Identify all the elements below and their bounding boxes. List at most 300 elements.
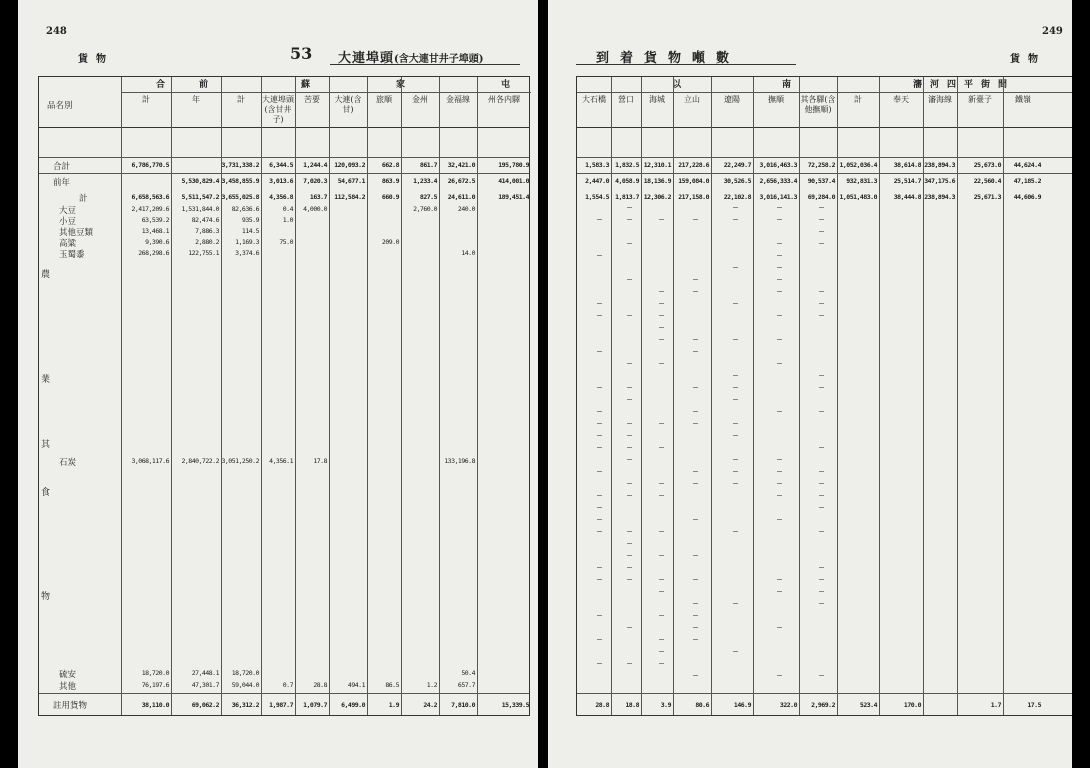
- cell-value: 4,356.8: [269, 193, 293, 201]
- left-data-table: [38, 76, 530, 716]
- cell-value: 322.0: [779, 701, 797, 709]
- cell-value: 414,001.0: [498, 177, 529, 185]
- cell-value: 69,284.0: [807, 193, 835, 201]
- page-number-right: 249: [1042, 26, 1063, 37]
- empty-dash: [693, 555, 698, 556]
- empty-dash: [819, 411, 824, 412]
- empty-dash: [777, 255, 782, 256]
- empty-dash: [659, 303, 664, 304]
- cell-value: 120,093.2: [334, 161, 365, 169]
- empty-dash: [627, 315, 632, 316]
- empty-dash: [693, 603, 698, 604]
- cell-value: 1,051,483.0: [839, 193, 877, 201]
- cell-value: 217,158.0: [678, 193, 709, 201]
- empty-dash: [733, 303, 738, 304]
- row-divider: [577, 157, 1072, 158]
- empty-dash: [819, 207, 824, 208]
- table-number: 53: [290, 44, 313, 63]
- cell-value: 657.7: [457, 681, 475, 689]
- cell-value: 15,339.5: [501, 701, 529, 709]
- empty-dash: [597, 351, 602, 352]
- cell-value: 28.8: [313, 681, 327, 689]
- cell-value: 32,421.0: [447, 161, 475, 169]
- empty-dash: [659, 219, 664, 220]
- empty-dash: [659, 363, 664, 364]
- empty-dash: [733, 387, 738, 388]
- empty-dash: [693, 279, 698, 280]
- row-label: 大豆: [59, 206, 77, 216]
- cell-value: 863.9: [381, 177, 399, 185]
- cell-value: 3,374.6: [235, 249, 259, 257]
- empty-dash: [819, 471, 824, 472]
- cell-value: 1.9: [388, 701, 399, 709]
- empty-dash: [777, 579, 782, 580]
- cell-value: 24.2: [423, 701, 437, 709]
- col-header: 奉天: [893, 95, 909, 104]
- empty-dash: [627, 447, 632, 448]
- empty-dash: [733, 459, 738, 460]
- empty-dash: [733, 339, 738, 340]
- cell-value: 827.5: [419, 193, 437, 201]
- cell-value: 4,058.9: [615, 177, 639, 185]
- empty-dash: [597, 495, 602, 496]
- empty-dash: [659, 291, 664, 292]
- col-header: 計: [854, 95, 862, 104]
- cell-value: 54,677.1: [337, 177, 365, 185]
- empty-dash: [659, 591, 664, 592]
- cell-value: 146.9: [733, 701, 751, 709]
- empty-dash: [659, 447, 664, 448]
- empty-dash: [733, 219, 738, 220]
- right-data-table: [576, 76, 1072, 716]
- empty-dash: [597, 639, 602, 640]
- col-header: 旅順: [376, 95, 392, 104]
- empty-dash: [733, 267, 738, 268]
- empty-dash: [597, 423, 602, 424]
- empty-dash: [733, 483, 738, 484]
- col-header: 苦要: [304, 95, 320, 104]
- cell-value: 25,514.7: [893, 177, 921, 185]
- cell-value: 1,233.4: [413, 177, 437, 185]
- empty-dash: [659, 495, 664, 496]
- empty-dash: [819, 243, 824, 244]
- left-page: [18, 0, 538, 768]
- empty-dash: [777, 411, 782, 412]
- empty-dash: [659, 663, 664, 664]
- col-header: 營口: [618, 95, 634, 104]
- empty-dash: [777, 519, 782, 520]
- cell-value: 494.1: [347, 681, 365, 689]
- cell-value: 3,655,025.8: [221, 193, 259, 201]
- empty-dash: [597, 387, 602, 388]
- row-divider: [577, 173, 1072, 174]
- row-divider: [39, 157, 529, 158]
- cell-value: 6,499.0: [341, 701, 365, 709]
- empty-dash: [693, 615, 698, 616]
- empty-dash: [777, 363, 782, 364]
- empty-dash: [659, 651, 664, 652]
- empty-dash: [693, 639, 698, 640]
- cell-value: 13,468.1: [141, 227, 169, 235]
- cell-value: 7,810.0: [451, 701, 475, 709]
- cell-value: 195,780.9: [498, 161, 529, 169]
- empty-dash: [627, 495, 632, 496]
- col-header: 州各内驛: [488, 95, 520, 104]
- empty-dash: [597, 435, 602, 436]
- row-label: 石炭: [59, 458, 77, 468]
- col-header: 其各驛(含他撫順): [800, 95, 836, 114]
- cell-value: 2,656,333.4: [759, 177, 797, 185]
- empty-dash: [627, 663, 632, 664]
- cell-value: 7,020.3: [303, 177, 327, 185]
- empty-dash: [693, 483, 698, 484]
- empty-dash: [819, 375, 824, 376]
- empty-dash: [627, 531, 632, 532]
- cell-value: 7,886.3: [195, 227, 219, 235]
- col-header: 大連(含甘): [334, 95, 362, 114]
- cell-value: 6,344.5: [269, 161, 293, 169]
- cell-value: 25,671.3: [973, 193, 1001, 201]
- empty-dash: [819, 603, 824, 604]
- empty-dash: [693, 627, 698, 628]
- empty-dash: [819, 483, 824, 484]
- empty-dash: [777, 675, 782, 676]
- cell-value: 347,175.6: [924, 177, 955, 185]
- col-header: 大石橋: [582, 95, 606, 104]
- cell-value: 3,051,250.2: [221, 457, 259, 465]
- empty-dash: [597, 447, 602, 448]
- row-label: 玉蜀黍: [59, 250, 85, 260]
- empty-dash: [777, 291, 782, 292]
- empty-dash: [693, 579, 698, 580]
- cell-value: 18,720.0: [231, 669, 259, 677]
- section-label-left: 貨物: [78, 54, 114, 65]
- empty-dash: [777, 483, 782, 484]
- cell-value: 2,840,722.2: [181, 457, 219, 465]
- right-page: [548, 0, 1072, 768]
- empty-dash: [597, 615, 602, 616]
- cell-value: 1,052,036.4: [839, 161, 877, 169]
- empty-dash: [597, 471, 602, 472]
- empty-dash: [819, 531, 824, 532]
- empty-dash: [777, 591, 782, 592]
- group-header-line: 瀋河四平街間: [873, 77, 1072, 93]
- empty-dash: [627, 363, 632, 364]
- cell-value: 660.9: [381, 193, 399, 201]
- row-label: 硫安: [59, 670, 77, 680]
- cell-value: 523.4: [859, 701, 877, 709]
- cell-value: 2,417,209.6: [131, 205, 169, 213]
- cell-value: 170.0: [903, 701, 921, 709]
- cell-value: 38,614.8: [893, 161, 921, 169]
- empty-dash: [733, 471, 738, 472]
- row-divider: [39, 173, 529, 174]
- empty-dash: [627, 627, 632, 628]
- empty-dash: [819, 591, 824, 592]
- cell-value: 47,301.7: [191, 681, 219, 689]
- cell-value: 18,720.0: [141, 669, 169, 677]
- side-label: 業: [41, 375, 51, 385]
- cell-value: 22,249.7: [723, 161, 751, 169]
- page-number-left: 248: [46, 26, 67, 37]
- cell-value: 1,244.4: [303, 161, 327, 169]
- cell-value: 44,606.9: [1013, 193, 1041, 201]
- cell-value: 1,531,844.0: [181, 205, 219, 213]
- col-header: 大連埠頭(含甘井子): [262, 95, 294, 124]
- cell-value: 27,448.1: [191, 669, 219, 677]
- empty-dash: [693, 351, 698, 352]
- cell-value: 63,539.2: [141, 216, 169, 224]
- col-header: 海城: [649, 95, 665, 104]
- cell-value: 3,068,117.6: [131, 457, 169, 465]
- empty-dash: [597, 579, 602, 580]
- empty-dash: [627, 399, 632, 400]
- empty-dash: [819, 303, 824, 304]
- empty-dash: [777, 471, 782, 472]
- cell-value: 22,102.8: [723, 193, 751, 201]
- side-label: 食: [41, 488, 51, 498]
- empty-dash: [777, 339, 782, 340]
- cell-value: 22,560.4: [973, 177, 1001, 185]
- cell-value: 3,016,463.3: [759, 161, 797, 169]
- empty-dash: [659, 579, 664, 580]
- cell-value: 2,969.2: [811, 701, 835, 709]
- empty-dash: [693, 423, 698, 424]
- empty-dash: [659, 327, 664, 328]
- empty-dash: [819, 387, 824, 388]
- empty-dash: [659, 615, 664, 616]
- empty-dash: [627, 483, 632, 484]
- cell-value: 80.6: [695, 701, 709, 709]
- empty-dash: [693, 519, 698, 520]
- cell-value: 2,447.0: [585, 177, 609, 185]
- cell-value: 163.7: [309, 193, 327, 201]
- col-header: 立山: [684, 95, 700, 104]
- cell-value: 662.8: [381, 161, 399, 169]
- cell-value: 4,356.1: [269, 457, 293, 465]
- cell-value: 112,584.2: [334, 193, 365, 201]
- side-label: 農: [41, 270, 51, 280]
- cell-value: 1.2: [426, 681, 437, 689]
- cell-value: 69,062.2: [191, 701, 219, 709]
- empty-dash: [627, 567, 632, 568]
- cell-value: 1,169.3: [235, 238, 259, 246]
- empty-dash: [627, 423, 632, 424]
- cell-value: 44,624.4: [1013, 161, 1041, 169]
- empty-dash: [627, 279, 632, 280]
- cell-value: 122,755.1: [188, 249, 219, 257]
- empty-dash: [627, 543, 632, 544]
- empty-dash: [627, 459, 632, 460]
- empty-dash: [627, 579, 632, 580]
- cell-value: 36,312.2: [231, 701, 259, 709]
- empty-dash: [693, 411, 698, 412]
- row-divider: [39, 693, 529, 694]
- cell-value: 12,306.2: [643, 193, 671, 201]
- empty-dash: [733, 531, 738, 532]
- empty-dash: [597, 507, 602, 508]
- cell-value: 1.7: [990, 701, 1001, 709]
- empty-dash: [819, 507, 824, 508]
- cell-value: 75.0: [279, 238, 293, 246]
- empty-dash: [597, 567, 602, 568]
- empty-dash: [597, 255, 602, 256]
- row-label: 其他豆類: [59, 228, 94, 238]
- side-label: 其: [41, 440, 51, 450]
- cell-value: 3,013.6: [269, 177, 293, 185]
- empty-dash: [819, 495, 824, 496]
- cell-value: 0.7: [282, 681, 293, 689]
- empty-dash: [693, 471, 698, 472]
- group-header-manchuria: 蘇 家 屯: [221, 77, 531, 93]
- empty-dash: [627, 435, 632, 436]
- empty-dash: [819, 675, 824, 676]
- cell-value: 14.0: [461, 249, 475, 257]
- cell-value: 3,016,141.3: [759, 193, 797, 201]
- row-label: 合計: [53, 162, 71, 172]
- cell-value: 76,197.6: [141, 681, 169, 689]
- empty-dash: [659, 315, 664, 316]
- cell-value: 2,880.2: [195, 238, 219, 246]
- cell-value: 9,390.6: [145, 238, 169, 246]
- empty-dash: [693, 675, 698, 676]
- cell-value: 209.0: [381, 238, 399, 246]
- empty-dash: [733, 603, 738, 604]
- title-underline: [330, 64, 520, 65]
- col-header: 年: [192, 95, 200, 104]
- col-header: 金州: [412, 95, 428, 104]
- col-header: 新臺子: [968, 95, 992, 104]
- row-label: 其他: [59, 682, 77, 692]
- side-label: 物: [41, 592, 51, 602]
- cell-value: 240.0: [457, 205, 475, 213]
- cell-value: 133,196.8: [444, 457, 475, 465]
- empty-dash: [777, 267, 782, 268]
- cell-value: 17.5: [1027, 701, 1041, 709]
- empty-dash: [659, 555, 664, 556]
- empty-dash: [627, 555, 632, 556]
- col-header: 撫順: [768, 95, 784, 104]
- cell-value: 1.0: [282, 216, 293, 224]
- cell-value: 935.9: [241, 216, 259, 224]
- cell-value: 1,813.7: [615, 193, 639, 201]
- cell-value: 38,110.0: [141, 701, 169, 709]
- cell-value: 1,987.7: [269, 701, 293, 709]
- empty-dash: [693, 291, 698, 292]
- empty-dash: [659, 531, 664, 532]
- cell-value: 18.8: [625, 701, 639, 709]
- cell-value: 1,583.3: [585, 161, 609, 169]
- cell-value: 268,298.6: [138, 249, 169, 257]
- cell-value: 6,658,563.6: [131, 193, 169, 201]
- empty-dash: [733, 207, 738, 208]
- row-label: 小豆: [59, 217, 77, 227]
- cell-value: 3.9: [660, 701, 671, 709]
- cell-value: 217,228.6: [678, 161, 709, 169]
- cell-value: 28.8: [595, 701, 609, 709]
- col-header: 瀋海線: [928, 95, 952, 104]
- cell-value: 861.7: [419, 161, 437, 169]
- empty-dash: [597, 663, 602, 664]
- cell-value: 932,831.3: [846, 177, 877, 185]
- row-label: 前年: [53, 178, 71, 188]
- cell-value: 5,511,547.2: [181, 193, 219, 201]
- empty-dash: [777, 495, 782, 496]
- cell-value: 5,530,829.4: [181, 177, 219, 185]
- group-header-south: 以 南: [577, 77, 873, 93]
- empty-dash: [597, 315, 602, 316]
- col-header: 計: [142, 95, 150, 104]
- empty-dash: [627, 219, 632, 220]
- empty-dash: [733, 651, 738, 652]
- cell-value: 38,444.8: [893, 193, 921, 201]
- cell-value: 86.5: [385, 681, 399, 689]
- empty-dash: [777, 459, 782, 460]
- empty-dash: [597, 411, 602, 412]
- cell-value: 90,537.4: [807, 177, 835, 185]
- right-title: 到着貨物噸數: [596, 51, 741, 66]
- cell-value: 47,185.2: [1013, 177, 1041, 185]
- col-header: 遼陽: [724, 95, 740, 104]
- cell-value: 18,136.9: [643, 177, 671, 185]
- empty-dash: [693, 219, 698, 220]
- section-label-right: 貨物: [1010, 54, 1046, 65]
- cell-value: 3,731,338.2: [221, 161, 259, 169]
- empty-dash: [597, 303, 602, 304]
- cell-value: 4,000.0: [303, 205, 327, 213]
- empty-dash: [597, 531, 602, 532]
- row-label: 計: [79, 194, 88, 204]
- empty-dash: [659, 483, 664, 484]
- empty-dash: [777, 219, 782, 220]
- table-title: 大連埠頭(含大連甘井子埠頭): [338, 51, 484, 66]
- cell-value: 59,044.0: [231, 681, 259, 689]
- empty-dash: [733, 375, 738, 376]
- cell-value: 24,611.0: [447, 193, 475, 201]
- cell-value: 6,786,770.5: [131, 161, 169, 169]
- cell-value: 50.4: [461, 669, 475, 677]
- empty-dash: [659, 339, 664, 340]
- col-header: 鐵嶺: [1015, 95, 1031, 104]
- empty-dash: [777, 315, 782, 316]
- empty-dash: [693, 339, 698, 340]
- col-header: 金福線: [446, 95, 470, 104]
- empty-dash: [597, 219, 602, 220]
- cell-value: 1,832.5: [615, 161, 639, 169]
- cell-value: 0.4: [282, 205, 293, 213]
- cell-value: 1,554.5: [585, 193, 609, 201]
- cell-value: 17.8: [313, 457, 327, 465]
- group-header-total: 合 前: [121, 77, 221, 93]
- empty-dash: [819, 315, 824, 316]
- empty-dash: [659, 639, 664, 640]
- col-header: 計: [237, 95, 245, 104]
- empty-dash: [627, 207, 632, 208]
- empty-dash: [693, 387, 698, 388]
- empty-dash: [777, 207, 782, 208]
- cell-value: 114.5: [241, 227, 259, 235]
- empty-dash: [819, 231, 824, 232]
- empty-dash: [777, 279, 782, 280]
- title-underline-right: [576, 64, 796, 65]
- empty-dash: [819, 447, 824, 448]
- empty-dash: [659, 423, 664, 424]
- footer-label: 註用貨物: [53, 701, 88, 711]
- cell-value: 82,474.6: [191, 216, 219, 224]
- empty-dash: [627, 243, 632, 244]
- cell-value: 159,084.0: [678, 177, 709, 185]
- cell-value: 2,760.0: [413, 205, 437, 213]
